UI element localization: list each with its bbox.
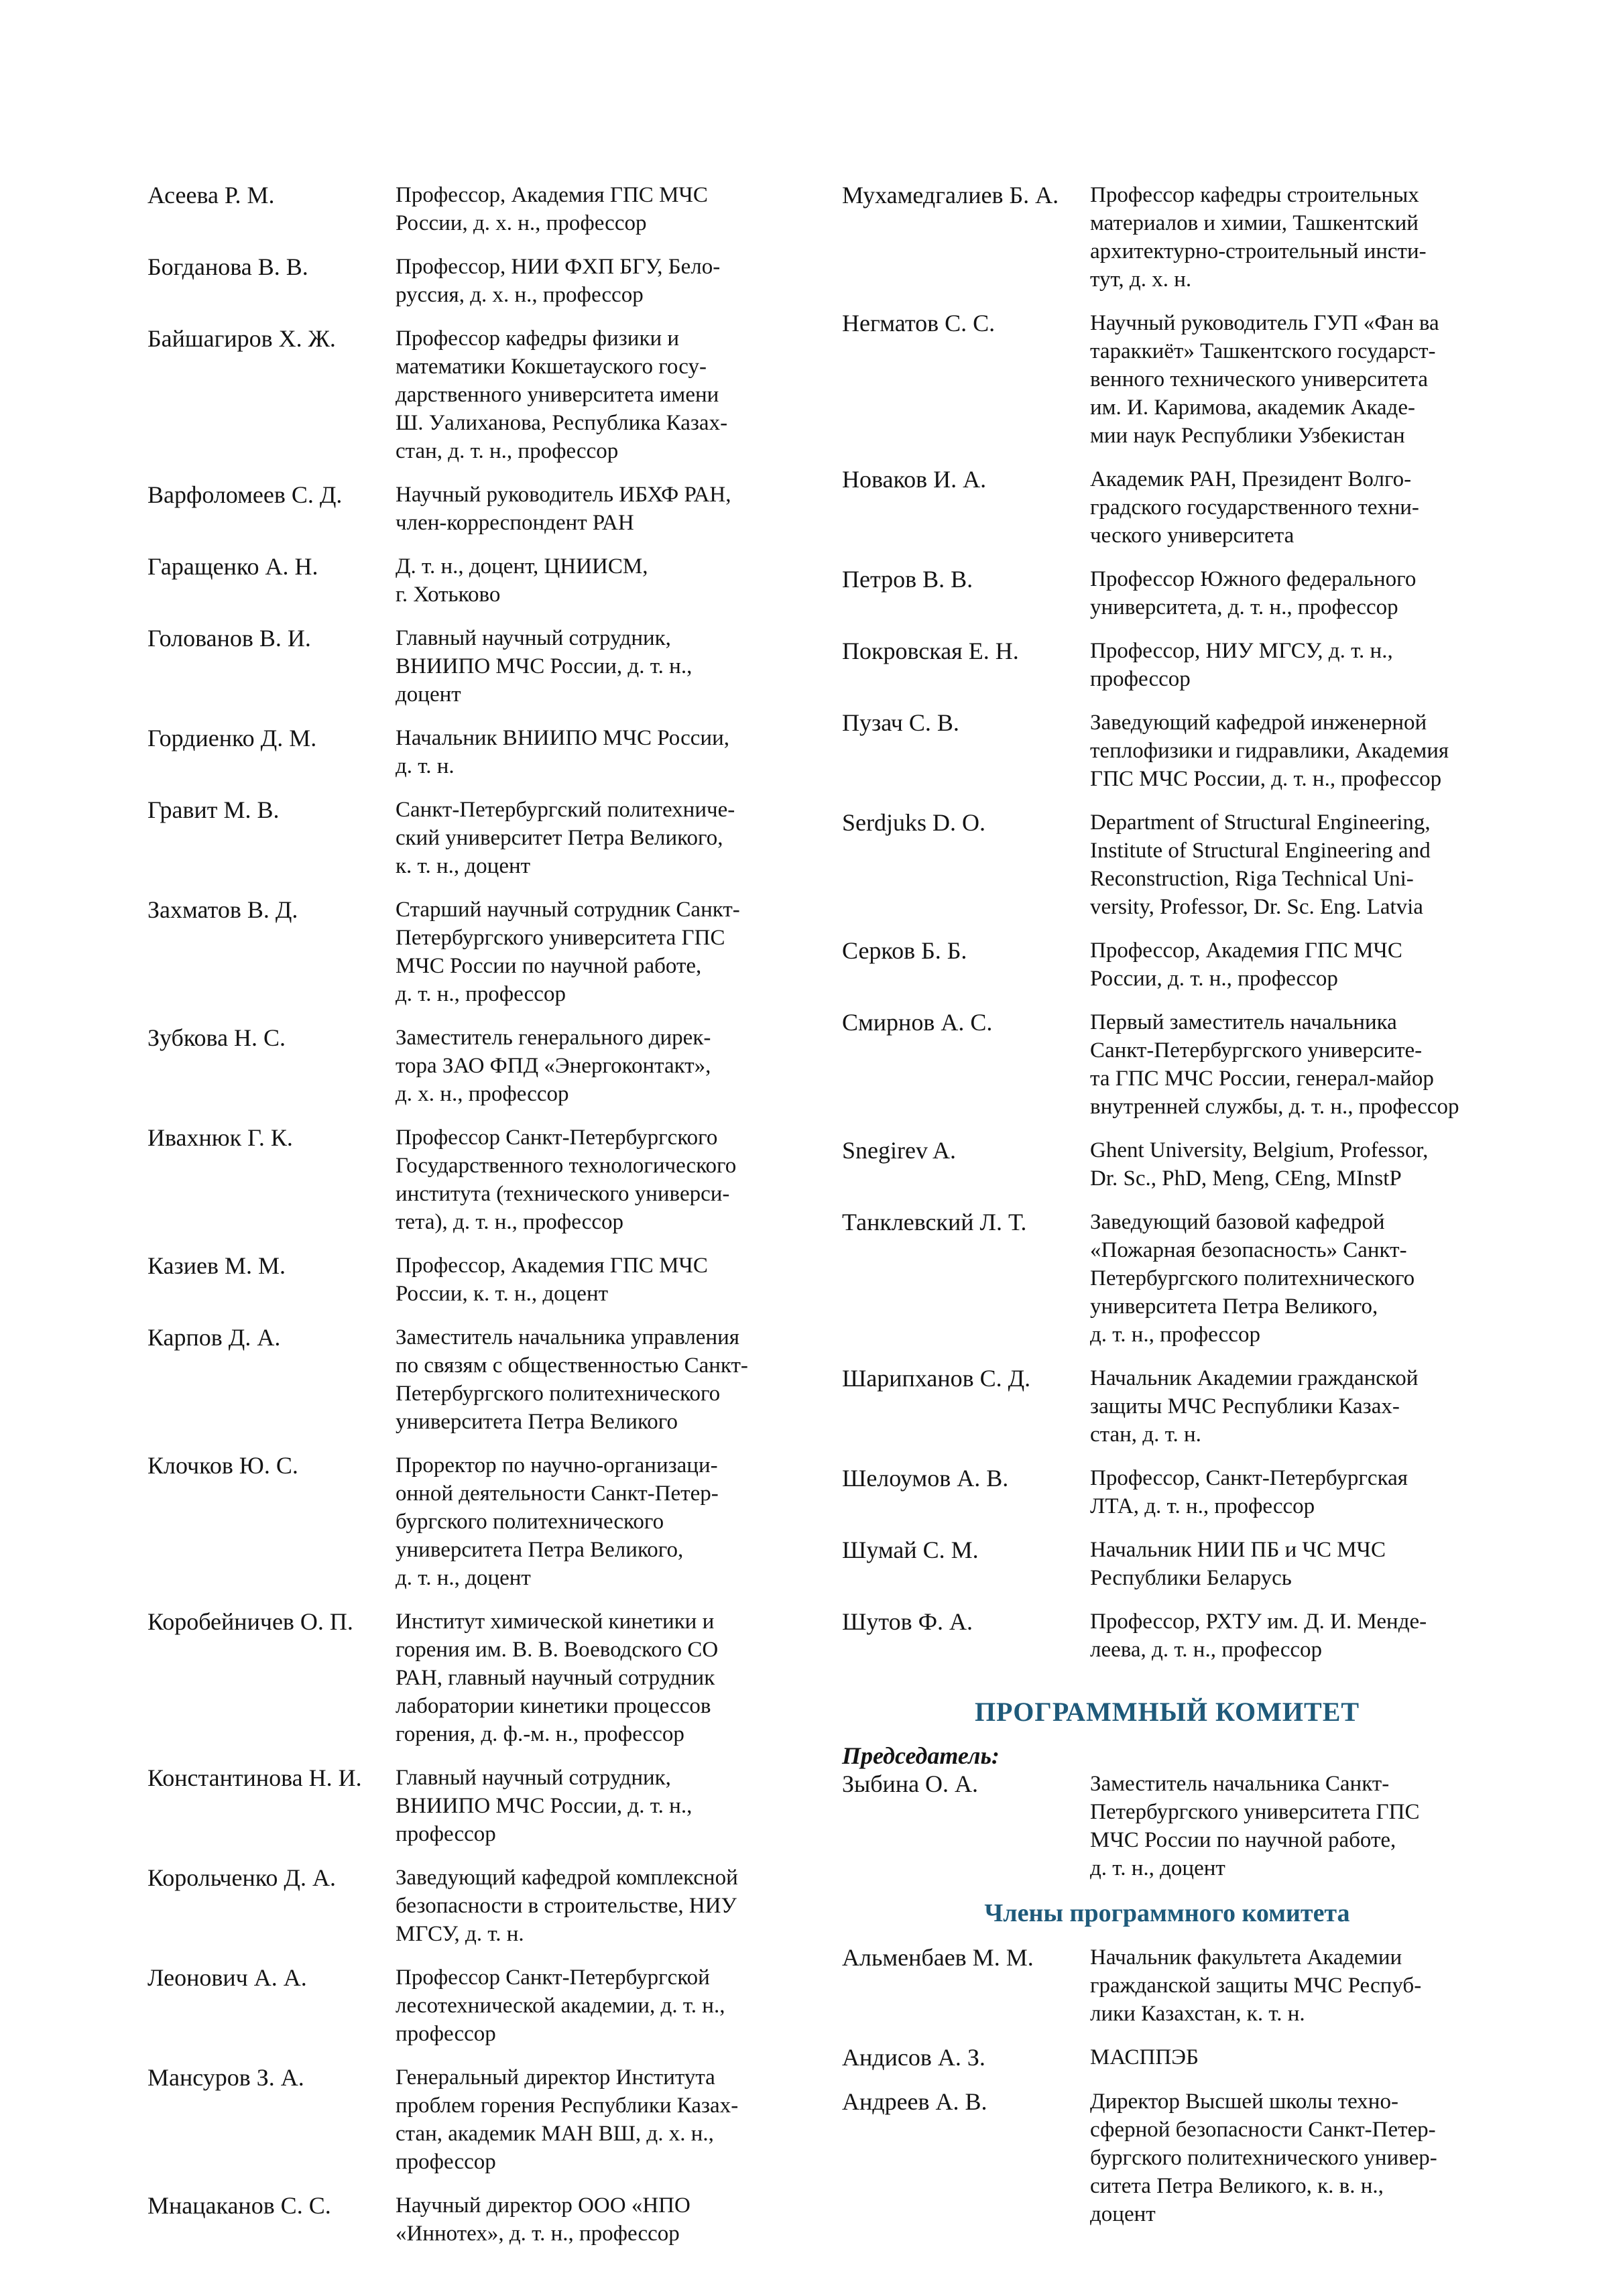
member-name: Негматов С. С. — [842, 310, 996, 337]
member-name: Гравит М. В. — [147, 796, 280, 823]
member-name: Корольченко Д. А. — [147, 1864, 336, 1891]
member-entry — [147, 1608, 798, 1748]
member-name: Казиев М. М. — [147, 1252, 286, 1279]
member-entry — [842, 1136, 1492, 1193]
member-entry — [842, 1536, 1492, 1592]
member-description: Профессор, Академия ГПС МЧС России, д. х. н., профессор — [396, 183, 708, 235]
member-entry — [842, 808, 1492, 921]
member-description: Профессор, Академия ГПС МЧС России, д. т. н., профессор — [1090, 939, 1402, 991]
member-description: Научный руководитель ИБХФ РАН, член-корреспондент РАН — [396, 483, 731, 535]
member-entry — [842, 2043, 1492, 2072]
member-name: Петров В. В. — [842, 566, 973, 593]
member-name: Карпов Д. А. — [147, 1324, 281, 1351]
member-description: Начальник Академии гражданской защиты МЧС Республики Казах- стан, д. т. н. — [1090, 1366, 1419, 1447]
member-name: Покровская Е. Н. — [842, 638, 1019, 664]
member-entry — [147, 324, 798, 465]
right-member-list — [842, 181, 1492, 1664]
program-committee-members — [842, 1943, 1492, 2228]
member-name: Гордиенко Д. М. — [147, 725, 317, 751]
member-description: Генеральный директор Института проблем горения Республики Казах- стан, академик МАН ВШ, д. х. н., профессор — [396, 2065, 739, 2174]
member-description: Д. т. н., доцент, ЦНИИСМ, г. Хотьково — [396, 554, 648, 607]
member-name: Ивахнюк Г. К. — [147, 1124, 293, 1151]
member-entry — [842, 1008, 1492, 1121]
member-name: Мухамедгалиев Б. А. — [842, 182, 1059, 208]
member-entry — [147, 552, 798, 609]
member-name: Зубкова Н. С. — [147, 1024, 286, 1051]
member-entry — [147, 181, 798, 237]
member-entry — [842, 1608, 1492, 1664]
right-column — [842, 181, 1492, 2244]
member-entry — [147, 2063, 798, 2176]
member-name: Варфоломеев С. Д. — [147, 481, 343, 508]
member-description: Проректор по научно-организаци- онной деятельности Санкт-Петер- бургского политехнического университета Петра Великого, д. т. н., доцент — [396, 1453, 719, 1590]
member-description: Старший научный сотрудник Санкт- Петербургского университета ГПС МЧС России по научной работе, д. т. н., профессор — [396, 898, 740, 1006]
chair-label: Председатель: — [842, 1742, 1000, 1769]
member-description: Профессор Санкт-Петербургской лесотехнической академии, д. т. н., профессор — [396, 1966, 725, 2046]
member-name: Голованов В. И. — [147, 625, 311, 652]
member-description: Заместитель начальника управления по связям с общественностью Санкт- Петербургского политехнического университета Петра Великого — [396, 1325, 748, 1434]
member-entry — [147, 1764, 798, 1848]
member-name: Шарипханов С. Д. — [842, 1365, 1031, 1392]
member-description: Профессор, НИИ ФХП БГУ, Бело- руссия, д. х. н., профессор — [396, 255, 721, 307]
member-description: Научный директор ООО «НПО «Иннотех», д. т. н., профессор — [396, 2193, 690, 2246]
member-entry — [147, 624, 798, 709]
member-description: Начальник НИИ ПБ и ЧС МЧС Республики Беларусь — [1090, 1538, 1386, 1590]
left-column — [147, 181, 798, 2263]
member-entry — [147, 1451, 798, 1592]
member-entry — [147, 796, 798, 880]
member-name: Захматов В. Д. — [147, 896, 298, 923]
program-committee-section — [842, 1695, 1492, 2228]
member-entry — [147, 1124, 798, 1236]
member-entry — [842, 465, 1492, 550]
member-entry — [147, 481, 798, 537]
member-name: Константинова Н. И. — [147, 1764, 362, 1791]
member-description: Профессор, Санкт-Петербургская ЛТА, д. т. н., профессор — [1090, 1466, 1408, 1518]
member-name: Серков Б. Б. — [842, 937, 967, 964]
member-entry — [147, 253, 798, 309]
member-description: Профессор кафедры физики и математики Кокшетауского госу- дарственного университета имени Ш. Уалиханова, Республика Казах- стан, д. т. н., профессор — [396, 326, 728, 463]
member-description: Профессор Санкт-Петербургского Государственного технологического института (технического универси- тета), д. т. н., профессор — [396, 1126, 737, 1234]
member-description: Профессор кафедры строительных материалов и химии, Ташкентский архитектурно-строительный инсти- тут, д. х. н. — [1090, 183, 1427, 292]
member-name: Байшагиров Х. Ж. — [147, 325, 336, 352]
member-entry — [147, 1252, 798, 1308]
members-title: Члены программного комитета — [984, 1899, 1350, 1927]
member-name: Альменбаев М. М. — [842, 1944, 1034, 1971]
member-name: Мнацаканов С. С. — [147, 2192, 331, 2219]
member-entry — [842, 1364, 1492, 1449]
member-description: Заведующий базовой кафедрой «Пожарная безопасность» Санкт- Петербургского политехнического университета Петра Великого, д. т. н., профессор — [1090, 1210, 1415, 1347]
member-name: Шутов Ф. А. — [842, 1608, 973, 1635]
member-name: Пузач С. В. — [842, 709, 959, 736]
member-name: Смирнов А. С. — [842, 1009, 993, 1036]
member-name: Андисов А. З. — [842, 2044, 985, 2071]
member-name: Клочков Ю. С. — [147, 1452, 298, 1479]
member-entry — [147, 1864, 798, 1948]
member-description: Санкт-Петербургский политехниче- ский университет Петра Великого, к. т. н., доцент — [396, 798, 735, 878]
member-name: Богданова В. В. — [147, 253, 308, 280]
member-description: Профессор, РХТУ им. Д. И. Менде- леева, д. т. н., профессор — [1090, 1610, 1427, 1662]
member-entry — [147, 1323, 798, 1436]
member-description: Заведующий кафедрой инженерной теплофизики и гидравлики, Академия ГПС МЧС России, д. т. н., профессор — [1090, 711, 1449, 791]
member-name: Шумай С. М. — [842, 1536, 979, 1563]
member-name: Асеева Р. М. — [147, 182, 275, 208]
member-description: Профессор, НИУ МГСУ, д. т. н., профессор — [1090, 639, 1393, 691]
member-entry — [842, 2088, 1492, 2228]
member-description: Академик РАН, Президент Волго- градского государственного техни- ческого университета — [1090, 467, 1419, 548]
member-name: Танклевский Л. Т. — [842, 1209, 1027, 1235]
program-committee-title: ПРОГРАММНЫЙ КОМИТЕТ — [974, 1697, 1360, 1727]
member-entry — [842, 936, 1492, 993]
chair-name: Зыбина О. А. — [842, 1770, 979, 1797]
member-name: Коробейничев О. П. — [147, 1608, 353, 1635]
chair-description: Заместитель начальника Санкт- Петербургского университета ГПС МЧС России по научной работе, д. т. н., доцент — [1090, 1772, 1420, 1880]
member-entry — [147, 724, 798, 780]
member-description: Главный научный сотрудник, ВНИИПО МЧС России, д. т. н., доцент — [396, 626, 693, 707]
member-entry — [147, 1963, 798, 2048]
member-name: Serdjuks D. O. — [842, 809, 985, 836]
member-name: Snegirev A. — [842, 1137, 956, 1164]
member-entry — [842, 709, 1492, 793]
member-name: Шелоумов А. В. — [842, 1465, 1009, 1492]
member-description: Начальник факультета Академии гражданской защиты МЧС Респуб- лики Казахстан, к. т. н. — [1090, 1945, 1422, 2026]
member-description: Профессор, Академия ГПС МЧС России, к. т. н., доцент — [396, 1254, 708, 1306]
member-description: Department of Structural Engineering, Institute of Structural Engineering and Reconstruction, Riga Technical Uni- versity, Professor, Dr. Sc. Eng. Latvia — [1090, 810, 1431, 919]
member-entry — [842, 565, 1492, 621]
member-name: Гаращенко А. Н. — [147, 553, 318, 580]
member-description: Научный руководитель ГУП «Фан ва тараккиёт» Ташкентского государст- венного технического университета им. И. Каримова, академик Акаде- мии наук Республики Узбекистан — [1090, 311, 1439, 448]
member-entry — [842, 1208, 1492, 1349]
member-entry — [147, 1024, 798, 1108]
member-description: Заведующий кафедрой комплексной безопасности в строительстве, НИУ МГСУ, д. т. н. — [396, 1866, 738, 1946]
member-entry — [842, 1943, 1492, 2028]
member-description: Главный научный сотрудник, ВНИИПО МЧС России, д. т. н., профессор — [396, 1766, 693, 1846]
member-entry — [147, 896, 798, 1008]
member-entry — [147, 2191, 798, 2248]
member-entry — [842, 181, 1492, 294]
member-entry — [842, 1464, 1492, 1520]
member-description: Начальник ВНИИПО МЧС России, д. т. н. — [396, 726, 729, 778]
member-description: Ghent University, Belgium, Professor, Dr. Sc., PhD, Meng, CEng, MInstP — [1090, 1138, 1429, 1191]
member-entry — [842, 309, 1492, 450]
member-description: Первый заместитель начальника Санкт-Петербургского университе- та ГПС МЧС России, генерал-майор внутренней службы, д. т. н., профессор — [1090, 1010, 1459, 1119]
member-description: Профессор Южного федерального университета, д. т. н., профессор — [1090, 567, 1417, 619]
member-name: Новаков И. А. — [842, 466, 987, 493]
chair-entry — [842, 1770, 1492, 1882]
member-name: Леонович А. А. — [147, 1964, 307, 1991]
member-name: Мансуров З. А. — [147, 2064, 304, 2091]
member-entry — [842, 637, 1492, 693]
member-description: Директор Высшей школы техно- сферной безопасности Санкт-Петер- бургского политехнического универ- ситета Петра Великого, к. в. н., доцент — [1090, 2090, 1437, 2226]
member-description: МАСППЭБ — [1090, 2045, 1199, 2069]
member-name: Андреев А. В. — [842, 2088, 987, 2115]
member-description: Заместитель генерального дирек- тора ЗАО ФПД «Энергоконтакт», д. х. н., профессор — [396, 1026, 711, 1106]
member-description: Институт химической кинетики и горения им. В. В. Воеводского СО РАН, главный научный сотрудник лаборатории кинетики процессов горения, д. ф.-м. н., профессор — [396, 1610, 719, 1746]
